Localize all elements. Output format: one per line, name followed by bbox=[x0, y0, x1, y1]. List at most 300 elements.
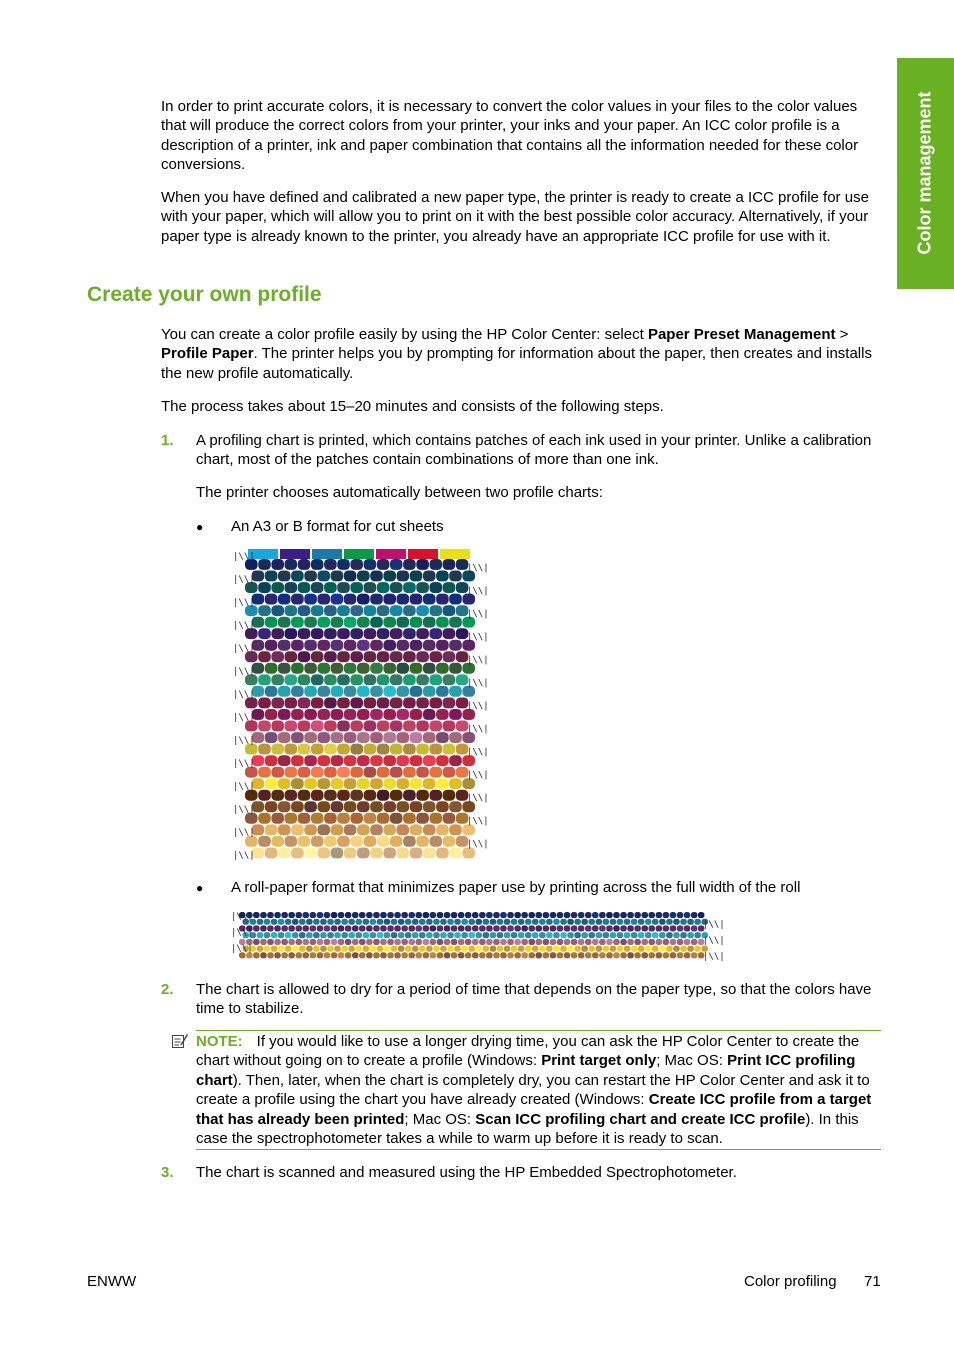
chart-patch bbox=[281, 925, 288, 931]
chart-patch bbox=[383, 686, 396, 697]
chart-patch bbox=[430, 813, 443, 824]
chart-registration-mark: |\\| bbox=[233, 644, 255, 654]
chart-patch bbox=[461, 946, 468, 952]
chart-patch bbox=[331, 801, 344, 812]
chart-patch bbox=[291, 801, 304, 812]
chart-patch bbox=[416, 767, 429, 778]
chart-patch bbox=[377, 813, 390, 824]
chart-patch bbox=[564, 939, 571, 945]
chart-registration-mark: |\\| bbox=[233, 828, 255, 838]
chart-patch bbox=[403, 698, 416, 709]
chart-patch bbox=[350, 721, 363, 732]
chart-patch bbox=[265, 640, 278, 651]
chart-patch bbox=[670, 952, 677, 958]
chart-patch bbox=[350, 605, 363, 616]
chart-patch bbox=[493, 925, 500, 931]
chart-patch bbox=[390, 674, 403, 685]
chart-patch bbox=[334, 932, 341, 938]
chart-patch bbox=[304, 824, 317, 835]
chart-patch bbox=[324, 721, 337, 732]
chart-patch bbox=[317, 912, 324, 918]
chart-patch bbox=[384, 946, 391, 952]
chart-patch bbox=[564, 952, 571, 958]
chart-patch bbox=[298, 790, 311, 801]
chart-patch bbox=[394, 952, 401, 958]
chart-patch bbox=[318, 848, 331, 859]
chart-patch bbox=[318, 801, 331, 812]
chart-patch bbox=[423, 663, 436, 674]
chart-patch bbox=[311, 721, 324, 732]
chart-patch bbox=[443, 582, 456, 593]
chart-patch bbox=[331, 912, 338, 918]
chart-patch bbox=[324, 813, 337, 824]
chart-patch bbox=[617, 919, 624, 925]
chart-patch bbox=[357, 848, 370, 859]
chart-patch bbox=[443, 628, 456, 639]
chart-patch bbox=[377, 605, 390, 616]
chart-patch bbox=[620, 952, 627, 958]
chart-patch bbox=[320, 946, 327, 952]
chart-patch bbox=[430, 836, 443, 847]
chart-patch bbox=[479, 952, 486, 958]
chart-patch bbox=[449, 686, 462, 697]
chart-patch bbox=[359, 925, 366, 931]
chart-patch bbox=[337, 721, 350, 732]
chart-patch bbox=[560, 919, 567, 925]
chart-patch bbox=[423, 912, 430, 918]
chart-patch bbox=[298, 813, 311, 824]
chart-patch bbox=[398, 919, 405, 925]
chart-patch bbox=[278, 932, 285, 938]
chart-patch bbox=[518, 946, 525, 952]
chart-patch bbox=[687, 932, 694, 938]
chart-patch bbox=[318, 640, 331, 651]
step-2-number: 2. bbox=[161, 981, 174, 998]
chart-patch bbox=[599, 925, 606, 931]
chart-patch bbox=[267, 912, 274, 918]
chart-patch bbox=[288, 912, 295, 918]
chart-patch bbox=[350, 813, 363, 824]
chart-patch bbox=[377, 721, 390, 732]
chart-patch bbox=[338, 925, 345, 931]
chart-patch bbox=[253, 912, 260, 918]
chart-patch bbox=[350, 790, 363, 801]
chart-patch bbox=[304, 755, 317, 766]
chart-patch bbox=[291, 663, 304, 674]
chart-patch bbox=[387, 912, 394, 918]
chart-patch bbox=[271, 721, 284, 732]
chart-patch bbox=[331, 824, 344, 835]
chart-patch bbox=[265, 617, 278, 628]
chart-patch bbox=[313, 946, 320, 952]
chart-patch bbox=[617, 932, 624, 938]
chart-patch bbox=[423, 571, 436, 582]
chart-patch bbox=[304, 571, 317, 582]
chart-registration-mark: |\\| bbox=[467, 839, 489, 850]
chart-patch bbox=[694, 919, 701, 925]
chart-patch bbox=[298, 744, 311, 755]
chart-patch bbox=[423, 925, 430, 931]
chart-patch bbox=[377, 932, 384, 938]
chart-patch bbox=[659, 946, 666, 952]
chart-patch bbox=[645, 919, 652, 925]
chart-patch bbox=[497, 946, 504, 952]
chart-patch bbox=[390, 836, 403, 847]
chart-patch bbox=[357, 709, 370, 720]
chart-patch bbox=[370, 686, 383, 697]
chart-patch bbox=[423, 686, 436, 697]
chart-patch bbox=[451, 912, 458, 918]
chart-patch bbox=[285, 946, 292, 952]
chart-patch bbox=[298, 698, 311, 709]
chart-patch bbox=[423, 778, 436, 789]
chart-patch bbox=[265, 594, 278, 605]
chart-patch bbox=[443, 674, 456, 685]
chart-patch bbox=[331, 571, 344, 582]
chart-patch bbox=[350, 836, 363, 847]
chart-patch bbox=[258, 721, 271, 732]
chart-patch bbox=[403, 582, 416, 593]
chart-patch bbox=[410, 594, 423, 605]
chart-patch bbox=[486, 952, 493, 958]
chart-patch bbox=[536, 939, 543, 945]
chart-patch bbox=[311, 582, 324, 593]
chart-patch bbox=[680, 946, 687, 952]
chart-patch bbox=[285, 721, 298, 732]
chart-patch bbox=[410, 755, 423, 766]
chart-patch bbox=[258, 744, 271, 755]
intro-paragraph-1: In order to print accurate colors, it is necessary to convert the color values in your files to the color values that will produce the correct colors from your printer, your inks and your paper. An ICC color profile is a description of a printer, ink and paper combination that contains all the information needed for these color conversions. bbox=[161, 98, 859, 174]
chart-swatch bbox=[440, 549, 470, 559]
chart-patch bbox=[553, 932, 560, 938]
chart-patch bbox=[437, 939, 444, 945]
chart-patch bbox=[285, 582, 298, 593]
chart-patch bbox=[296, 912, 303, 918]
chart-patch bbox=[440, 919, 447, 925]
chart-patch bbox=[311, 559, 324, 570]
chart-patch bbox=[490, 946, 497, 952]
chart-patch bbox=[642, 912, 649, 918]
chart-registration-mark: |\\| bbox=[233, 805, 255, 815]
chart-patch bbox=[436, 848, 449, 859]
note-text-2: ; Mac OS: bbox=[656, 1052, 728, 1070]
chart-patch bbox=[666, 919, 673, 925]
chart-patch bbox=[390, 582, 403, 593]
chart-patch bbox=[444, 912, 451, 918]
chart-patch bbox=[258, 651, 271, 662]
chart-patch bbox=[585, 925, 592, 931]
chart-patch bbox=[324, 952, 331, 958]
chart-patch bbox=[334, 946, 341, 952]
chart-patch bbox=[507, 925, 514, 931]
chart-patch bbox=[271, 919, 278, 925]
step-2-text: The chart is allowed to dry for a period of time that depends on the paper type, so that the colors have time to stabilize. bbox=[196, 981, 872, 1018]
chart-patch bbox=[331, 925, 338, 931]
chart-patch bbox=[430, 582, 443, 593]
chart-registration-mark: |\\| bbox=[233, 552, 255, 562]
chart-patch bbox=[589, 946, 596, 952]
chart-patch bbox=[356, 932, 363, 938]
chart-patch bbox=[387, 925, 394, 931]
chart-patch bbox=[370, 778, 383, 789]
chart-patch bbox=[449, 571, 462, 582]
chart-patch bbox=[285, 919, 292, 925]
chart-patch bbox=[567, 946, 574, 952]
chart-patch bbox=[258, 582, 271, 593]
chart-patch bbox=[416, 744, 429, 755]
chart-patch bbox=[260, 939, 267, 945]
chart-patch bbox=[337, 559, 350, 570]
chart-patch bbox=[298, 582, 311, 593]
chart-patch bbox=[539, 932, 546, 938]
section-paragraph-1 bbox=[161, 325, 883, 383]
chart-patch bbox=[352, 912, 359, 918]
chart-patch bbox=[416, 912, 423, 918]
chart-patch bbox=[518, 919, 525, 925]
chart-patch bbox=[670, 912, 677, 918]
chart-patch bbox=[472, 925, 479, 931]
chart-patch bbox=[574, 946, 581, 952]
chart-patch bbox=[571, 912, 578, 918]
chart-patch bbox=[430, 651, 443, 662]
chart-patch bbox=[291, 571, 304, 582]
chart-patch bbox=[677, 925, 684, 931]
chart-patch bbox=[656, 925, 663, 931]
chart-patch bbox=[465, 939, 472, 945]
chart-patch bbox=[443, 698, 456, 709]
chart-patch bbox=[631, 919, 638, 925]
chart-patch bbox=[306, 919, 313, 925]
chart-patch bbox=[497, 919, 504, 925]
chart-patch bbox=[384, 919, 391, 925]
chart-patch bbox=[390, 628, 403, 639]
chart-patch bbox=[344, 801, 357, 812]
chart-patch bbox=[271, 651, 284, 662]
chart-patch bbox=[465, 912, 472, 918]
chart-patch bbox=[479, 939, 486, 945]
chart-patch bbox=[318, 732, 331, 743]
chart-patch bbox=[344, 663, 357, 674]
chart-patch bbox=[606, 939, 613, 945]
chart-patch bbox=[390, 559, 403, 570]
chart-patch bbox=[344, 594, 357, 605]
chart-patch bbox=[390, 721, 403, 732]
chart-patch bbox=[331, 778, 344, 789]
chart-patch bbox=[397, 778, 410, 789]
chart-patch bbox=[331, 640, 344, 651]
chart-patch bbox=[278, 594, 291, 605]
chart-patch bbox=[253, 952, 260, 958]
bullet-1-text: An A3 or B format for cut sheets bbox=[231, 518, 444, 535]
chart-patch bbox=[486, 939, 493, 945]
chart-patch bbox=[564, 912, 571, 918]
chart-patch bbox=[405, 946, 412, 952]
chart-patch bbox=[403, 651, 416, 662]
chart-patch bbox=[271, 605, 284, 616]
chart-patch bbox=[536, 952, 543, 958]
chart-patch bbox=[430, 698, 443, 709]
chart-patch bbox=[383, 571, 396, 582]
chart-patch bbox=[536, 925, 543, 931]
chart-patch bbox=[265, 709, 278, 720]
chart-patch bbox=[592, 912, 599, 918]
chart-patch bbox=[589, 919, 596, 925]
chart-patch bbox=[311, 628, 324, 639]
chart-patch bbox=[687, 946, 694, 952]
chart-patch bbox=[521, 925, 528, 931]
chart-patch bbox=[370, 824, 383, 835]
chart-patch bbox=[311, 651, 324, 662]
chart-patch bbox=[265, 686, 278, 697]
chart-patch bbox=[410, 617, 423, 628]
chart-patch bbox=[511, 932, 518, 938]
note-bold-3: Create ICC profile from a target that has already been printed bbox=[196, 1091, 872, 1128]
chart-patch bbox=[337, 698, 350, 709]
chart-patch bbox=[271, 813, 284, 824]
chart-patch bbox=[366, 952, 373, 958]
chart-patch bbox=[324, 582, 337, 593]
chart-patch bbox=[296, 939, 303, 945]
chart-patch bbox=[310, 925, 317, 931]
chart-patch bbox=[253, 925, 260, 931]
chart-patch bbox=[377, 559, 390, 570]
chart-patch bbox=[337, 767, 350, 778]
chart-patch bbox=[606, 912, 613, 918]
step-1-text: A profiling chart is printed, which contains patches of each ink used in your printer. Unlike a calibration chart, most of the patches contain combinations of more than one ink. bbox=[196, 432, 872, 469]
chart-patch bbox=[698, 912, 705, 918]
chart-patch bbox=[292, 932, 299, 938]
chart-patch bbox=[350, 559, 363, 570]
chart-patch bbox=[383, 824, 396, 835]
chart-patch bbox=[440, 946, 447, 952]
chart-patch bbox=[532, 932, 539, 938]
chart-patch bbox=[265, 778, 278, 789]
chart-patch bbox=[274, 952, 281, 958]
intro-paragraph-2: When you have defined and calibrated a new paper type, the printer is ready to create a ICC profile for use with your paper, which will allow you to print on it with the best possible color accuracy. Alternatively, if your paper type is already known to the printer, you already have an appropriate ICC profile for use with it. bbox=[161, 189, 869, 245]
chart-patch bbox=[546, 919, 553, 925]
chart-patch bbox=[409, 912, 416, 918]
chart-patch bbox=[278, 919, 285, 925]
chart-patch bbox=[449, 640, 462, 651]
chart-patch bbox=[546, 946, 553, 952]
chart-patch bbox=[331, 755, 344, 766]
chart-patch bbox=[511, 919, 518, 925]
chart-patch bbox=[318, 594, 331, 605]
chart-patch bbox=[416, 582, 429, 593]
chart-patch bbox=[436, 571, 449, 582]
chart-patch bbox=[265, 663, 278, 674]
chart-patch bbox=[257, 946, 264, 952]
chart-patch bbox=[610, 946, 617, 952]
chart-patch bbox=[370, 946, 377, 952]
chart-registration-mark: |\\| bbox=[703, 920, 725, 930]
chart-patch bbox=[391, 946, 398, 952]
chart-patch bbox=[504, 919, 511, 925]
chart-patch bbox=[514, 912, 521, 918]
chart-registration-mark: |\\| bbox=[703, 936, 725, 946]
a3-profile-chart-image bbox=[231, 547, 489, 861]
chart-patch bbox=[490, 919, 497, 925]
chart-patch bbox=[677, 912, 684, 918]
chart-patch bbox=[447, 946, 454, 952]
chart-patch bbox=[337, 674, 350, 685]
chart-patch bbox=[291, 778, 304, 789]
chart-patch bbox=[324, 605, 337, 616]
chart-patch bbox=[278, 732, 291, 743]
chart-patch bbox=[258, 767, 271, 778]
chart-patch bbox=[585, 939, 592, 945]
chart-patch bbox=[423, 824, 436, 835]
chart-patch bbox=[370, 848, 383, 859]
chart-patch bbox=[370, 932, 377, 938]
chart-patch bbox=[260, 952, 267, 958]
chart-patch bbox=[357, 686, 370, 697]
chart-patch bbox=[680, 919, 687, 925]
chart-patch bbox=[331, 732, 344, 743]
chart-registration-mark: |\\| bbox=[467, 770, 489, 781]
chart-patch bbox=[451, 939, 458, 945]
chart-patch bbox=[373, 952, 380, 958]
chart-patch bbox=[673, 919, 680, 925]
side-tab bbox=[897, 58, 954, 289]
chart-patch bbox=[694, 932, 701, 938]
chart-patch bbox=[592, 952, 599, 958]
chart-patch bbox=[298, 721, 311, 732]
chart-patch bbox=[348, 919, 355, 925]
chart-patch bbox=[377, 946, 384, 952]
chart-patch bbox=[423, 732, 436, 743]
chart-patch bbox=[278, 755, 291, 766]
chart-patch bbox=[436, 778, 449, 789]
chart-patch bbox=[500, 939, 507, 945]
chart-patch bbox=[543, 912, 550, 918]
chart-patch bbox=[627, 925, 634, 931]
chart-patch bbox=[265, 848, 278, 859]
chart-patch bbox=[543, 939, 550, 945]
chart-patch bbox=[536, 912, 543, 918]
chart-patch bbox=[691, 912, 698, 918]
chart-patch bbox=[649, 912, 656, 918]
chart-registration-mark: |\\| bbox=[231, 944, 253, 954]
chart-patch bbox=[606, 925, 613, 931]
chart-patch bbox=[377, 767, 390, 778]
chart-patch bbox=[449, 709, 462, 720]
chart-patch bbox=[440, 932, 447, 938]
chart-registration-mark: |\\| bbox=[233, 690, 255, 700]
chart-patch bbox=[285, 674, 298, 685]
chart-patch bbox=[436, 617, 449, 628]
chart-patch bbox=[603, 932, 610, 938]
p1-bold-1: Paper Preset Management bbox=[647, 326, 836, 343]
chart-patch bbox=[564, 925, 571, 931]
chart-patch bbox=[377, 919, 384, 925]
chart-patch bbox=[327, 946, 334, 952]
chart-patch bbox=[357, 640, 370, 651]
chart-patch bbox=[331, 617, 344, 628]
chart-patch bbox=[543, 925, 550, 931]
chart-patch bbox=[687, 919, 694, 925]
chart-patch bbox=[416, 605, 429, 616]
chart-patch bbox=[397, 801, 410, 812]
chart-patch bbox=[483, 919, 490, 925]
chart-patch bbox=[599, 952, 606, 958]
p1-text-2: > bbox=[835, 326, 849, 343]
chart-patch bbox=[521, 912, 528, 918]
chart-patch bbox=[298, 767, 311, 778]
chart-patch bbox=[529, 912, 536, 918]
chart-patch bbox=[318, 686, 331, 697]
chart-patch bbox=[274, 925, 281, 931]
